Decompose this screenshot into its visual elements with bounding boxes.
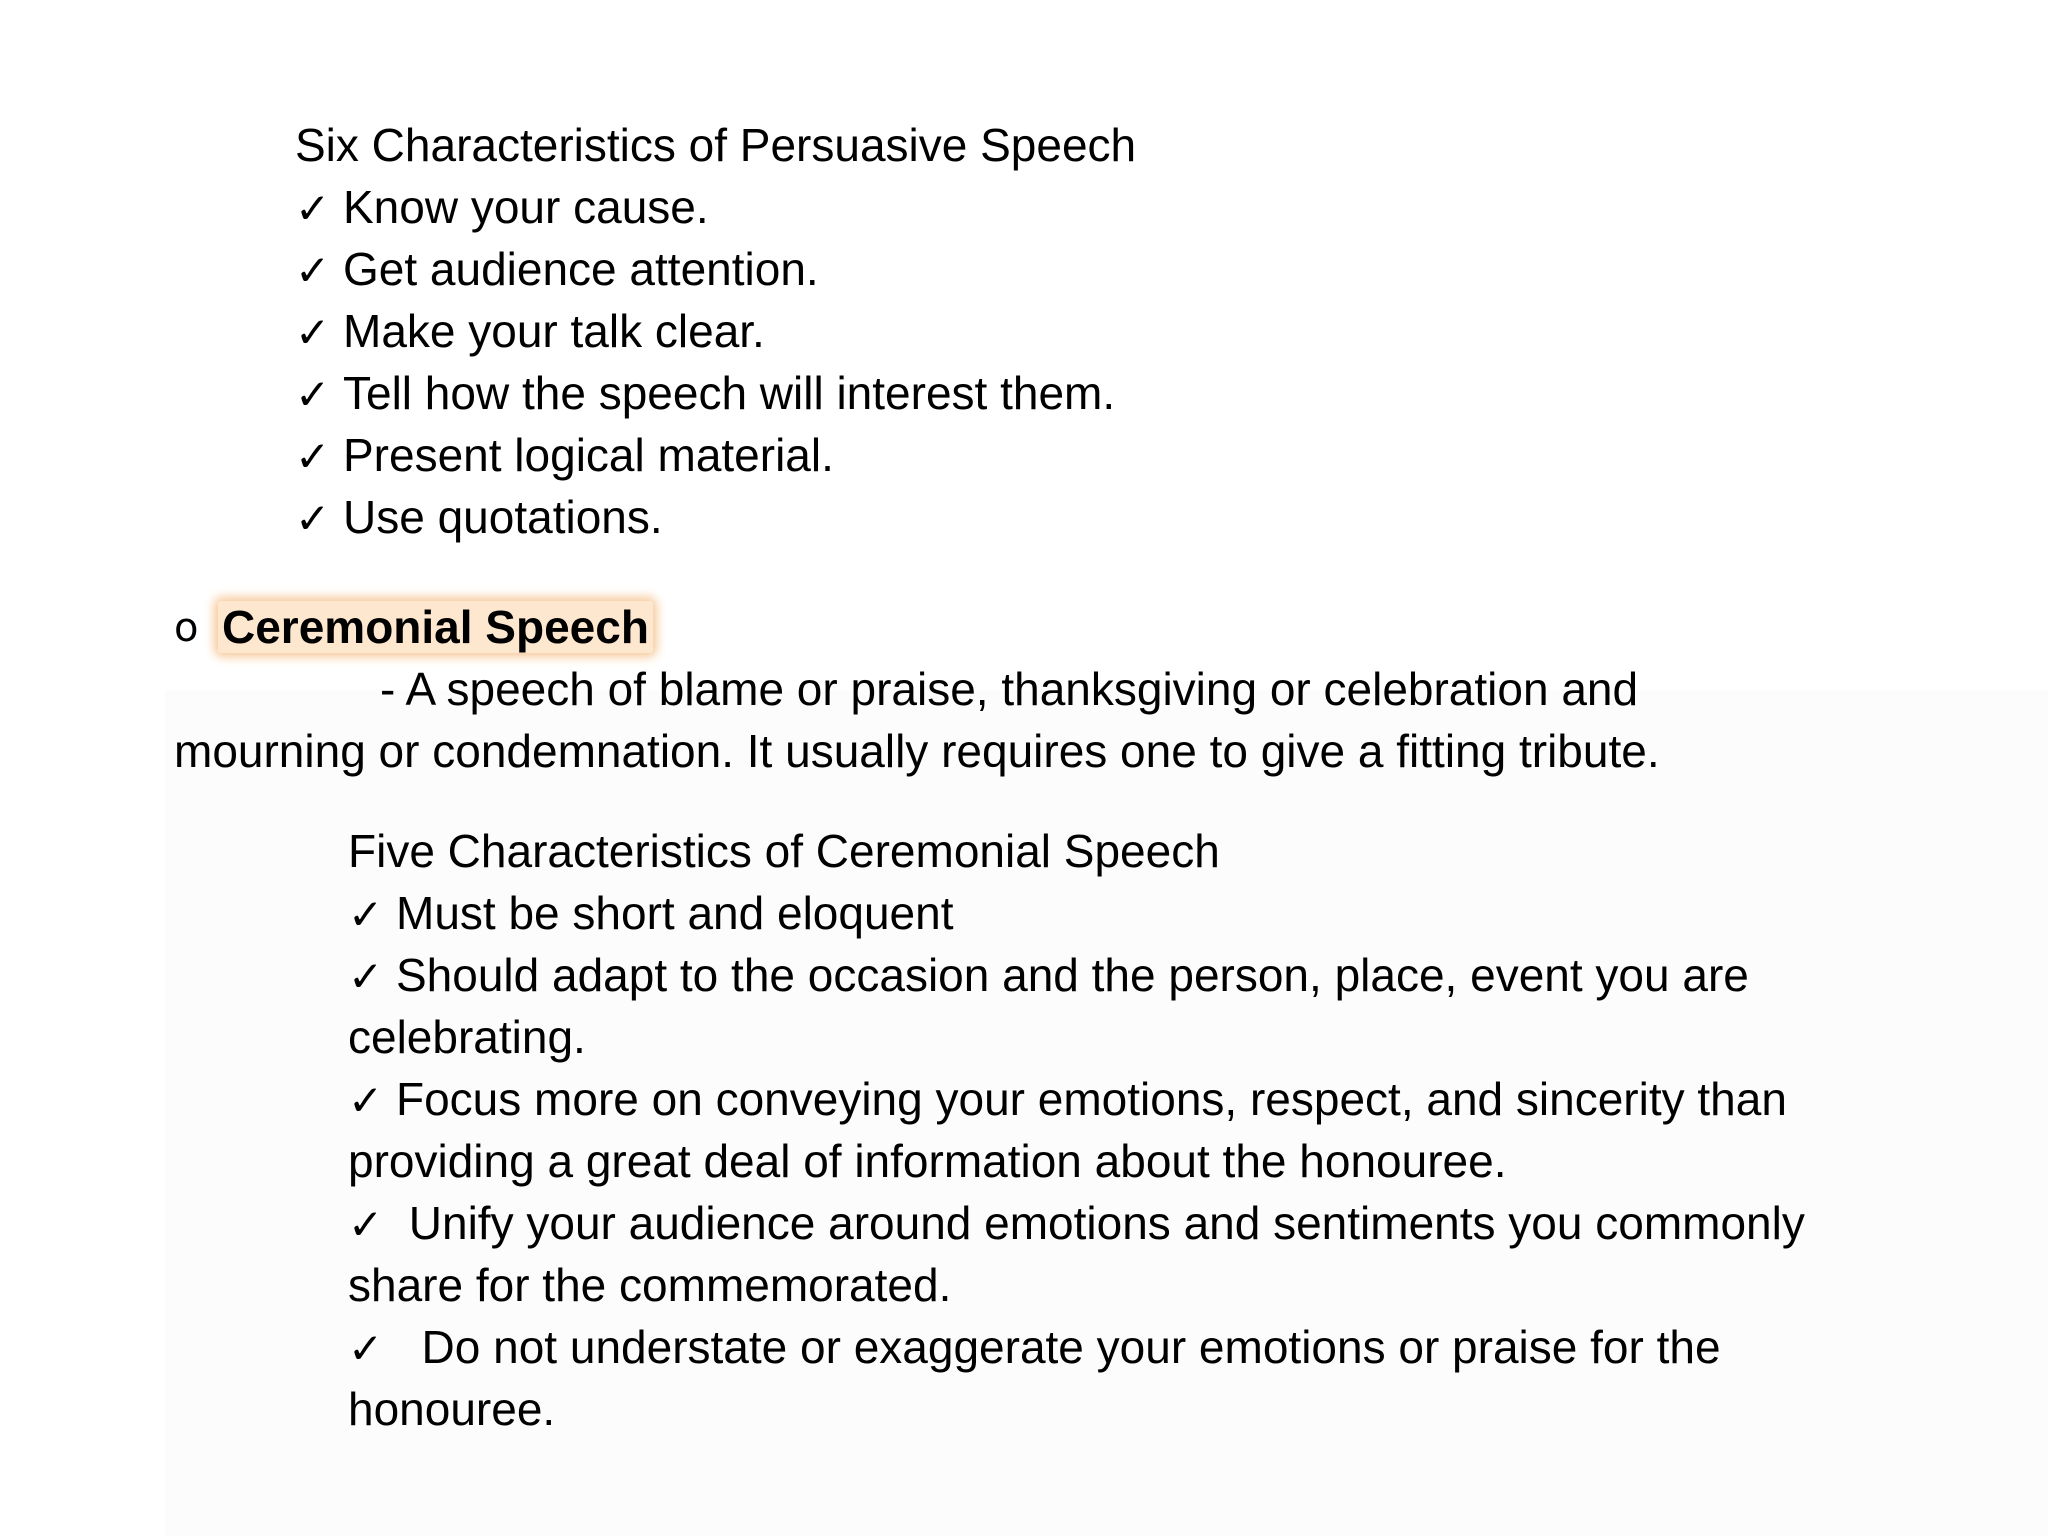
persuasive-item-text: Use quotations. [343,491,663,543]
ceremonial-item-5 [348,1316,1721,1380]
ceremonial-heading-row [174,596,653,658]
check-icon: ✓ [348,1200,384,1249]
check-icon: ✓ [295,184,331,233]
persuasive-item-text: Know your cause. [343,181,709,233]
circle-bullet-icon: o [174,605,199,651]
ceremonial-item-2 [348,944,1749,1008]
check-icon: ✓ [348,1076,384,1125]
persuasive-item-6 [295,486,663,550]
check-icon: ✓ [348,1324,384,1373]
check-icon: ✓ [295,432,331,481]
ceremonial-subtitle: Five Characteristics of Ceremonial Speech [348,825,1220,877]
ceremonial-item-5-continued: honouree. [348,1383,556,1435]
persuasive-item-2 [295,238,819,302]
persuasive-title: Six Characteristics of Persuasive Speech [295,119,1137,171]
ceremonial-heading: Ceremonial Speech [218,601,653,653]
persuasive-item-4 [295,362,1115,426]
persuasive-item-text: Tell how the speech will interest them. [343,367,1116,419]
check-icon: ✓ [295,494,331,543]
ceremonial-definition-line-2: mourning or condemnation. It usually requires one to give a fitting tribute. [174,725,1660,777]
ceremonial-item-text: Do not understate or exaggerate your emotions or praise for the [396,1321,1721,1373]
check-icon: ✓ [348,890,384,939]
persuasive-item-3 [295,300,765,364]
ceremonial-item-text: Focus more on conveying your emotions, respect, and sincerity than [396,1073,1787,1125]
persuasive-item-5 [295,424,834,488]
persuasive-item-text: Present logical material. [343,429,834,481]
check-icon: ✓ [348,952,384,1001]
ceremonial-definition-line-1: - A speech of blame or praise, thanksgiving or celebration and [380,663,1639,715]
persuasive-item-text: Get audience attention. [343,243,819,295]
ceremonial-item-1 [348,882,953,946]
ceremonial-item-4 [348,1192,1805,1256]
check-icon: ✓ [295,246,331,295]
ceremonial-item-text: Unify your audience around emotions and sentiments you commonly [396,1197,1805,1249]
ceremonial-item-3-continued: providing a great deal of information about the honouree. [348,1135,1507,1187]
ceremonial-item-3 [348,1068,1787,1132]
check-icon: ✓ [295,370,331,419]
ceremonial-item-text: Should adapt to the occasion and the person, place, event you are [396,949,1749,1001]
check-icon: ✓ [295,308,331,357]
ceremonial-item-4-continued: share for the commemorated. [348,1259,952,1311]
persuasive-item-text: Make your talk clear. [343,305,765,357]
persuasive-item-1 [295,176,709,240]
ceremonial-item-2-continued: celebrating. [348,1011,586,1063]
ceremonial-item-text: Must be short and eloquent [396,887,954,939]
